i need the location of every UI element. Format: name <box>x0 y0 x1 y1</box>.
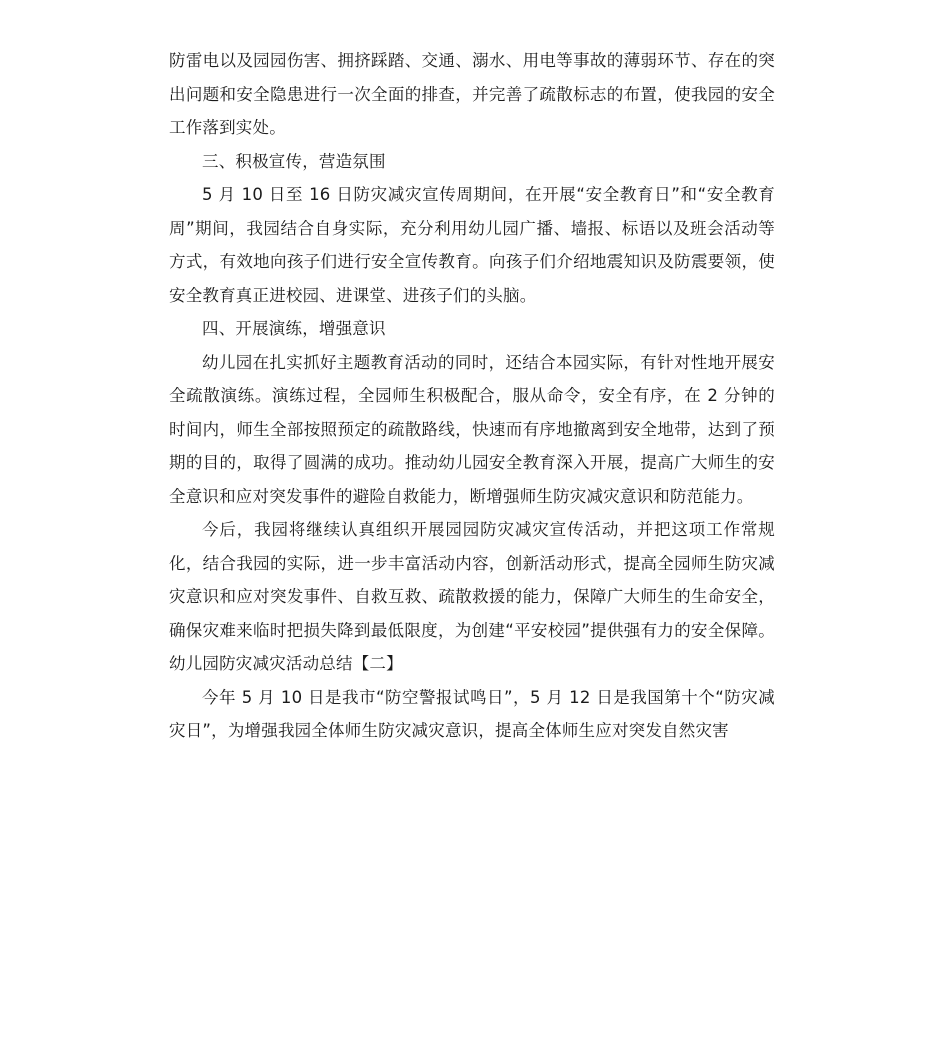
paragraph-promotion: 5 月 10 日至 16 日防灾减灾宣传周期间，在开展“安全教育日”和“安全教育周”期间，我园结合自身实际，充分利用幼儿园广播、墙报、标语以及班会活动等方式，有效地向孩子们进行安全宣传教育。向孩子们介绍地震知识及防震要领，使安全教育真正进校园、进课堂、进孩子们的头脑。 <box>169 185 775 305</box>
paragraph-continuation: 防雷电以及园园伤害、拥挤踩踏、交通、溺水、用电等事故的薄弱环节、存在的突出问题和安全隐患进行一次全面的排查，并完善了疏散标志的布置，使我园的安全工作落到实处。 <box>169 51 775 137</box>
paragraph-drill: 幼儿园在扎实抓好主题教育活动的同时，还结合本园实际，有针对性地开展安全疏散演练。演练过程，全园师生积极配合，服从命令，安全有序，在 2 分钟的时间内，师生全部按照预定的疏散路线，快速而有序地撤离到安全地带，达到了预期的目的，取得了圆满的成功。推动幼儿园安全教育深入开展，提高广大师生的安全意识和应对突发事件的避险自救能力，断增强师生防灾减灾意识和防范能力。 <box>169 352 775 506</box>
paragraph-second-summary: 今年 5 月 10 日是我市“防空警报试鸣日”，5 月 12 日是我国第十个“防灾减灾日”，为增强我园全体师生防灾减灾意识，提高全体师生应对突发自然灾害 <box>169 687 775 740</box>
section-heading-promotion: 三、积极宣传，营造氛围 <box>202 151 386 171</box>
paragraph-future: 今后，我园将继续认真组织开展园园防灾减灾宣传活动，并把这项工作常规化，结合我园的实际，进一步丰富活动内容，创新活动形式，提高全园师生防灾减灾意识和应对突发事件、自救互救、疏散救援的能力，保障广大师生的生命安全，确保灾难来临时把损失降到最低限度，为创建“平安校园”提供强有力的安全保障。幼儿园防灾减灾活动总结【二】 <box>169 520 775 673</box>
section-heading-drill: 四、开展演练，增强意识 <box>202 319 386 338</box>
document-body <box>169 44 775 748</box>
